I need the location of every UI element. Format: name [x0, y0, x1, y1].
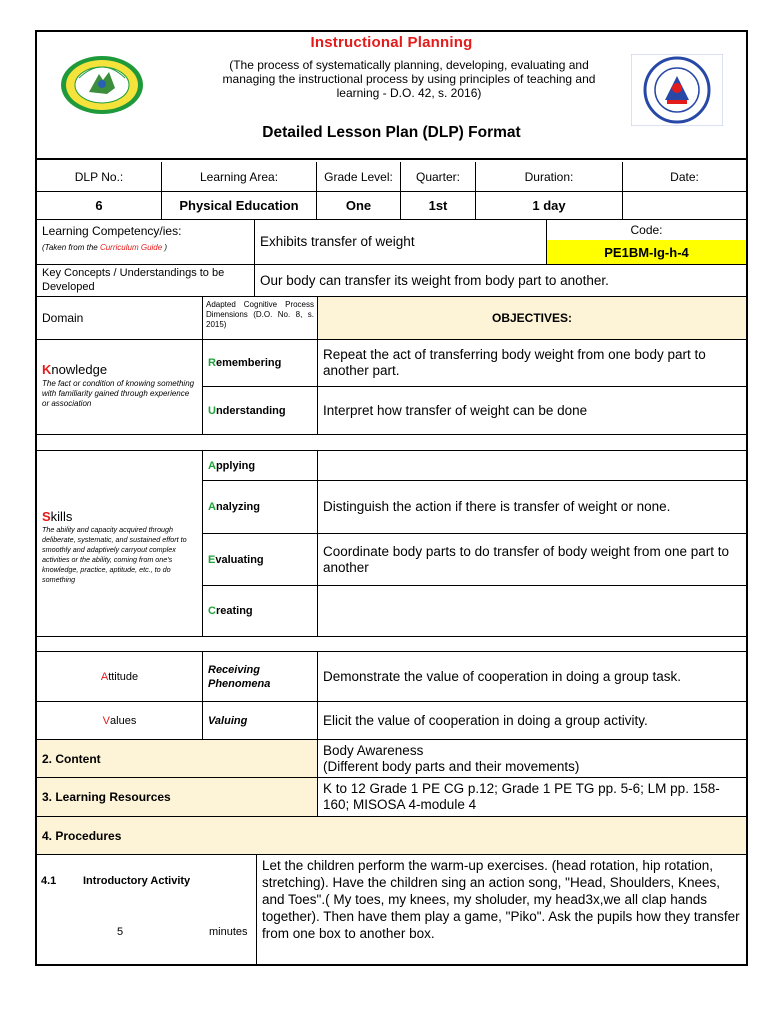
knowledge-title-rest: nowledge: [51, 362, 108, 377]
spacer-row-2: [37, 637, 746, 652]
content-value-cell: [318, 740, 746, 778]
analyzing-label: [203, 481, 318, 534]
competency-label: Learning Competency/ies:: [42, 224, 182, 238]
adapted-label-cell: [203, 297, 318, 340]
learning-area-value: Physical Education: [162, 192, 317, 220]
creating-label: [203, 586, 318, 637]
values-label: [37, 702, 203, 740]
code-value: PE1BM-Ig-h-4: [547, 240, 746, 265]
evaluating-lead: E: [208, 553, 216, 566]
key-concepts-label: Key Concepts / Understandings to be Developed: [42, 267, 225, 293]
curriculum-guide-link: Curriculum Guide: [99, 243, 163, 252]
remembering-label: [203, 340, 318, 387]
skills-title: [42, 509, 198, 524]
understanding-rest: nderstanding: [215, 404, 286, 417]
domain-label: Domain: [37, 297, 203, 340]
values-lead: V: [102, 714, 111, 727]
spacer-row: [37, 435, 746, 451]
creating-objective: [318, 586, 746, 637]
attitude-level-cell: [203, 652, 318, 702]
format-title: Detailed Lesson Plan (DLP) Format: [262, 124, 521, 141]
applying-lead: A: [208, 459, 216, 472]
remembering-lead: R: [208, 357, 216, 369]
objectives-header: OBJECTIVES:: [318, 297, 746, 340]
understanding-objective: Interpret how transfer of weight can be done: [318, 387, 746, 435]
skills-lead-letter: S: [42, 509, 51, 524]
date-value: [623, 192, 746, 220]
understanding-lead: U: [208, 404, 216, 417]
page-title: Instructional Planning: [310, 34, 473, 51]
values-rest: alues: [110, 714, 137, 727]
intro-num: 4.1: [41, 875, 57, 887]
understanding-label: [203, 387, 318, 435]
intro-label: Introductory Activity: [83, 875, 191, 887]
remembering-rest: emembering: [215, 357, 282, 369]
evaluating-rest: valuating: [215, 553, 264, 566]
content-label: 2. Content: [37, 740, 318, 778]
evaluating-label: [203, 534, 318, 586]
grade-level-value: One: [317, 192, 401, 220]
learning-area-label: Learning Area:: [162, 162, 317, 192]
attitude-label: [37, 652, 203, 702]
applying-objective: [318, 451, 746, 481]
division-seal-logo: [59, 54, 145, 114]
intro-activity-text: Let the children perform the warm-up exercises. (head rotation, hip rotation, stretching). Have the children sing an action song, "Head, Shoulders, Knees, and Toes".( My toes, my knees, my sholuder, my head3x,we all clap hands together). Then have them play a game, "Piko". Ask the pupils how they transfer from one box to another box.: [262, 858, 740, 941]
content-value-line1: Body Awareness: [323, 743, 424, 758]
skills-title-rest: kills: [50, 509, 73, 524]
competency-label-cell: [37, 220, 255, 265]
remembering-objective: Repeat the act of transferring body weight from one body part to another part.: [318, 340, 746, 387]
creating-lead: C: [208, 605, 216, 617]
resources-label: 3. Learning Resources: [37, 778, 318, 817]
evaluating-objective: Coordinate body parts to do transfer of body weight from one part to another: [318, 534, 746, 586]
duration-value: 1 day: [476, 192, 623, 220]
analyzing-lead: A: [208, 501, 216, 513]
intro-activity-cell: [37, 855, 257, 966]
applying-rest: pplying: [215, 459, 256, 472]
adapted-label: Adapted Cognitive Process Dimensions (D.O. No. 8, s. 2015): [206, 300, 314, 329]
attitude-lead: A: [100, 670, 109, 683]
creating-rest: reating: [215, 605, 253, 617]
code-label: Code:: [630, 223, 663, 237]
attitude-objective: Demonstrate the value of cooperation in doing a group task.: [318, 652, 746, 702]
note-prefix: (Taken from the: [42, 243, 100, 252]
dlp-no-value: 6: [37, 192, 162, 220]
dlp-no-label: DLP No.:: [37, 162, 162, 192]
skills-desc: The ability and capacity acquired through deliberate, systematic, and sustained effort to smoothly and adaptively carryout complex activities or the ability, coming from one's knowledge, practice, aptitude, etc., to do something: [42, 525, 187, 584]
values-objective: Elicit the value of cooperation in doing a group activity.: [318, 702, 746, 740]
resources-value: K to 12 Grade 1 PE CG p.12; Grade 1 PE TG pp. 5-6; LM pp. 158-160; MISOSA 4-module 4: [318, 778, 746, 817]
note-suffix: ): [162, 243, 168, 252]
competency-value: Exhibits transfer of weight: [255, 220, 547, 265]
quarter-value: 1st: [401, 192, 476, 220]
skills-cell: [37, 451, 203, 637]
key-concepts-label-cell: [37, 265, 255, 297]
knowledge-title: [42, 362, 198, 377]
key-concepts-value: Our body can transfer its weight from body part to another.: [255, 265, 746, 297]
values-level: Valuing: [203, 702, 318, 740]
attitude-level: Receiving Phenomena: [208, 663, 271, 690]
lesson-plan-sheet: [35, 30, 748, 966]
procedures-label: 4. Procedures: [37, 817, 746, 855]
knowledge-desc: The fact or condition of knowing something with familiarity gained through experience or association: [42, 379, 195, 408]
page-description: (The process of systematically planning, developing, evaluating and managing the instructional process by using principles of teaching and learning - D.O. 42, s. 2016): [222, 58, 596, 100]
intro-minutes: 5: [117, 926, 124, 938]
analyzing-rest: nalyzing: [215, 501, 260, 513]
applying-label: [203, 451, 318, 481]
content-value-line2: (Different body parts and their movements): [323, 759, 580, 774]
knowledge-cell: [37, 340, 203, 435]
deped-seal-logo: [631, 54, 723, 126]
date-label: Date:: [623, 162, 746, 192]
intro-minutes-label: minutes: [209, 926, 248, 938]
attitude-rest: ttitude: [108, 670, 139, 683]
analyzing-objective: Distinguish the action if there is transfer of weight or none.: [318, 481, 746, 534]
header: [37, 32, 746, 160]
knowledge-lead-letter: K: [42, 362, 52, 377]
competency-note: [42, 243, 250, 253]
grade-level-label: Grade Level:: [317, 162, 401, 192]
duration-label: Duration:: [476, 162, 623, 192]
quarter-label: Quarter:: [401, 162, 476, 192]
